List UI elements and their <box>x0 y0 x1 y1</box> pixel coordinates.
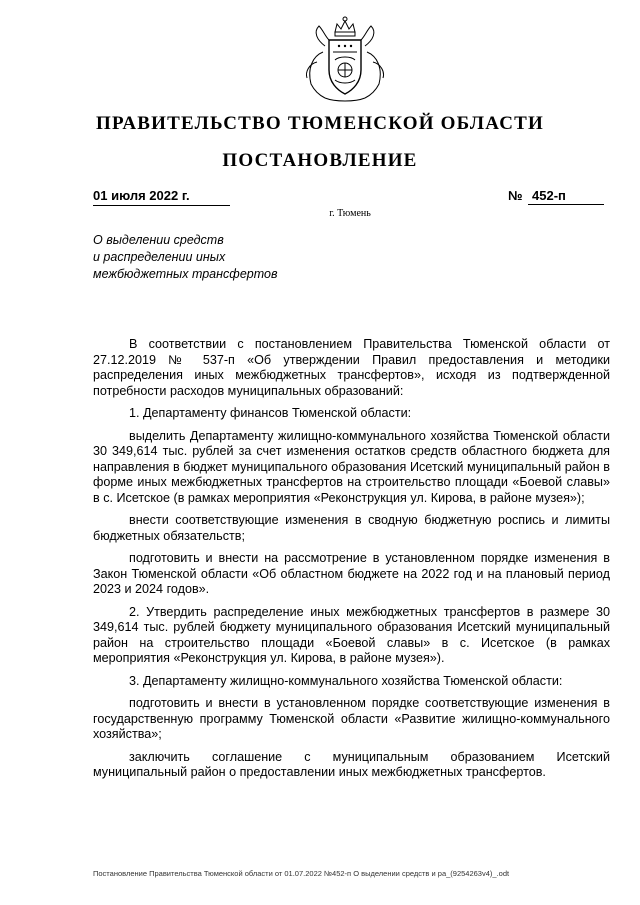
document-subject <box>93 232 353 283</box>
document-body <box>93 337 610 788</box>
body-paragraph: 2. Утвердить распределение иных межбюджетных трансфертов в размере 30 349,614 тыс. рублей бюджету муниципального образования Исетский муниципальный район на строительство площади «Боевой славы» в с. Исетское (в рамках мероприятия «Реконструкция ул. Кирова, в районе музея»). <box>93 604 610 665</box>
coat-of-arms-icon <box>295 12 395 107</box>
body-paragraph: подготовить и внести на рассмотрение в установленном порядке изменения в Закон Тюменской области «Об областном бюджете на 2022 год и на плановый период 2023 и 2024 годов». <box>93 551 610 596</box>
subject-line: и распределении иных <box>93 250 226 264</box>
body-paragraph: заключить соглашение с муниципальным образованием Исетский муниципальный район о предоставлении иных межбюджетных трансфертов. <box>93 749 610 779</box>
body-paragraph: выделить Департаменту жилищно-коммунального хозяйства Тюменской области 30 349,614 тыс. рублей за счет изменения остатков средств областного бюджета для направления в бюджет муниципального образования Исетский муниципальный район в форме иных межбюджетных трансфертов на строительство площади «Боевой славы» в с. Исетское (в рамках мероприятия «Реконструкция ул. Кирова, в районе музея»); <box>93 428 610 505</box>
document-number: 452-п <box>528 188 604 205</box>
body-paragraph: внести соответствующие изменения в сводную бюджетную роспись и лимиты бюджетных обязательств; <box>93 513 610 543</box>
footer-filename: Постановление Правительства Тюменской области от 01.07.2022 №452-п О выделении средств и ра_(9254263v4)_.odt <box>93 869 510 878</box>
government-title: ПРАВИТЕЛЬСТВО ТЮМЕНСКОЙ ОБЛАСТИ <box>95 113 545 134</box>
body-paragraph: 3. Департаменту жилищно-коммунального хозяйства Тюменской области: <box>129 673 563 688</box>
subject-line: О выделении средств <box>93 233 224 247</box>
city-name: г. Тюмень <box>329 208 371 219</box>
document-date: 01 июля 2022 г. <box>93 188 230 206</box>
subject-line: межбюджетных трансфертов <box>93 267 278 281</box>
number-sign: № <box>508 188 523 203</box>
body-paragraph: В соответствии с постановлением Правительства Тюменской области от 27.12.2019 № 537-п «Об утверждении Правил предоставления и методики распределения иных межбюджетных трансфертов», исходя из подтвержденной потребности расходов муниципальных образований: <box>93 337 610 398</box>
body-paragraph: 1. Департаменту финансов Тюменской области: <box>129 406 412 420</box>
document-type: ПОСТАНОВЛЕНИЕ <box>222 150 418 171</box>
body-paragraph: подготовить и внести в установленном порядке соответствующие изменения в государственную программу Тюменской области «Развитие жилищно-коммунального хозяйства»; <box>93 696 610 741</box>
